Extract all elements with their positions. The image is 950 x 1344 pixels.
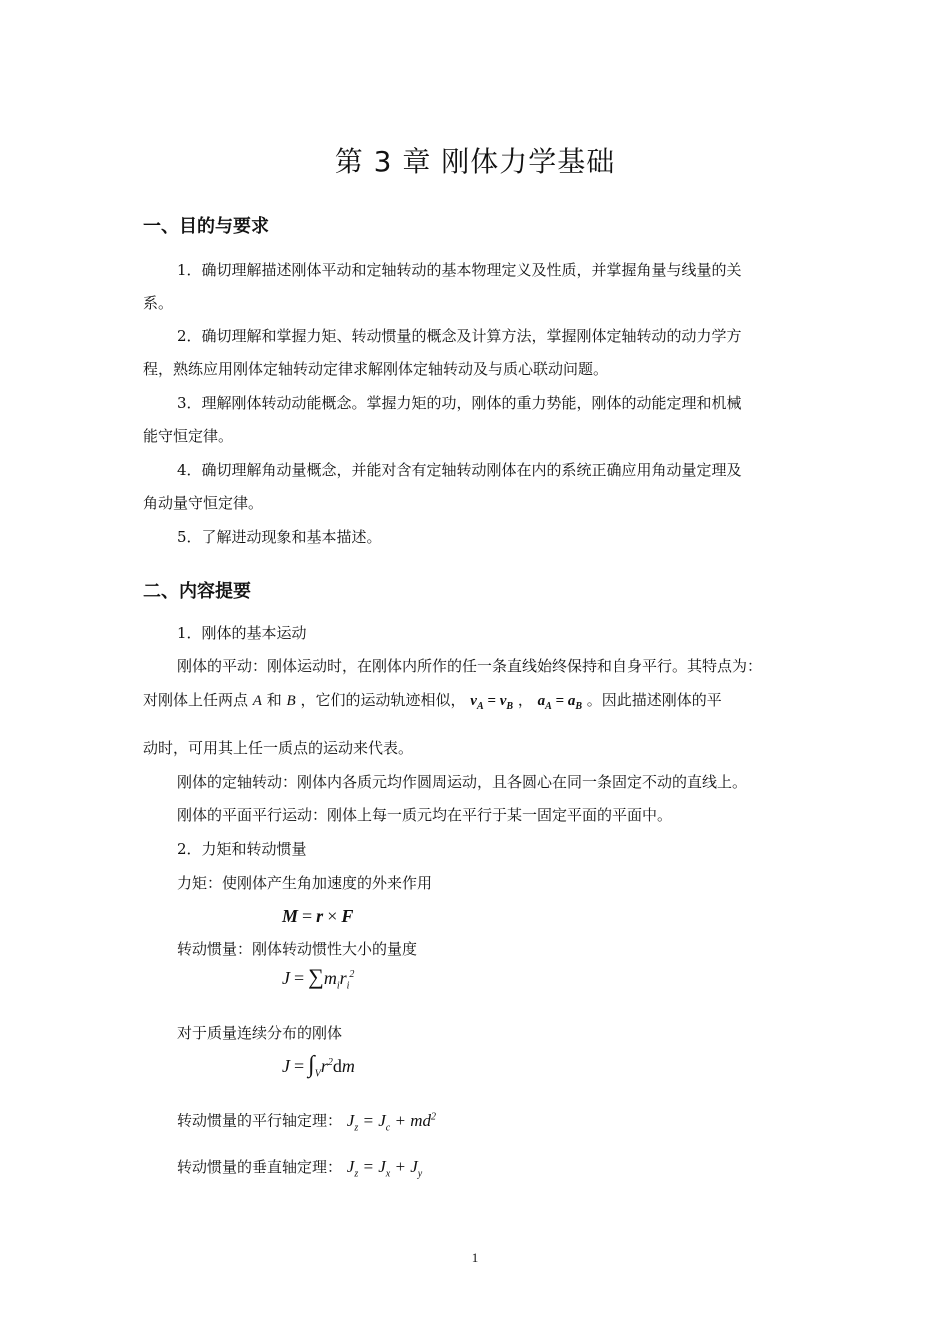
perp-axis-formula: $J_z = J_x + J_y$: [346, 1157, 423, 1180]
fixed-axis-rotation: 刚体的定轴转动：刚体内各质元均作圆周运动，且各圆心在同一条固定不动的直线上。: [177, 773, 748, 791]
goal-1-line1: 1．确切理解描述刚体平动和定轴转动的基本物理定义及性质，并掌握角量与线量的关: [177, 261, 742, 279]
goal-4-line1: 4．确切理解角动量概念，并能对含有定轴转动刚体在内的系统正确应用角动量定理及: [177, 461, 742, 479]
chapter-title: 第 3 章 刚体力学基础: [334, 145, 616, 178]
translation-text-b: 和: [266, 691, 282, 709]
perp-axis-label: 转动惯量的垂直轴定理：: [177, 1158, 343, 1176]
section-heading-content: 二、内容提要: [143, 581, 251, 602]
parallel-axis-theorem: [177, 1105, 436, 1140]
section-heading-goals: 一、目的与要求: [143, 216, 269, 237]
velocity-equation: $v_A = v_B$: [470, 693, 514, 712]
goal-4-line2: 角动量守恒定律。: [143, 494, 264, 512]
plane-parallel-motion: 刚体的平面平行运动：刚体上每一质元均在平行于某一固定平面的平面中。: [177, 806, 673, 824]
content-item-1: 1．刚体的基本运动: [177, 624, 307, 642]
translation-text-d: 。因此描述刚体的平: [586, 691, 722, 709]
torque-formula: M = r × F: [282, 906, 354, 926]
translation-line-3: 动时，可用其上任一质点的运动来代表。: [143, 739, 414, 757]
inertia-sum-formula: $J = \sum m_ir_i^2$: [282, 964, 355, 992]
point-a-symbol: A: [252, 693, 262, 709]
translation-line-1: 刚体的平动：刚体运动时，在刚体内所作的任一条直线始终保持和自身平行。其特点为：: [177, 657, 763, 675]
goal-1-line2: 系。: [143, 294, 174, 312]
inertia-definition: 转动惯量：刚体转动惯性大小的量度: [177, 940, 418, 958]
comma: ，: [517, 691, 533, 709]
page-number: 1: [471, 1250, 479, 1265]
translation-text-a: 对刚体上任两点: [143, 691, 249, 709]
torque-definition: 力矩：使刚体产生角加速度的外来作用: [177, 874, 433, 892]
content-item-2: 2．力矩和转动惯量: [177, 840, 307, 858]
continuous-body-text: 对于质量连续分布的刚体: [177, 1024, 343, 1042]
parallel-axis-label: 转动惯量的平行轴定理：: [177, 1111, 343, 1130]
parallel-axis-formula: $J_z = J_c + md^2$: [346, 1110, 436, 1134]
goal-3-line1: 3．理解刚体转动动能概念。掌握力矩的功，刚体的重力势能，刚体的动能定理和机械: [177, 394, 742, 412]
goal-3-line2: 能守恒定律。: [143, 427, 234, 445]
goal-2-line2: 程，熟练应用刚体定轴转动定律求解刚体定轴转动及与质心联动问题。: [143, 360, 609, 378]
perpendicular-axis-theorem: [177, 1155, 422, 1186]
translation-text-c: ，它们的运动轨迹相似，: [300, 691, 466, 709]
goal-2-line1: 2．确切理解和掌握力矩、转动惯量的概念及计算方法，掌握刚体定轴转动的动力学方: [177, 327, 742, 345]
acceleration-equation: $a_A = a_B$: [537, 693, 583, 712]
translation-line-2: [143, 688, 722, 719]
point-b-symbol: B: [286, 693, 296, 709]
goal-5-line1: 5．了解进动现象和基本描述。: [177, 528, 382, 546]
inertia-integral-formula: $J = \int_Vr^2dm$: [282, 1052, 355, 1080]
